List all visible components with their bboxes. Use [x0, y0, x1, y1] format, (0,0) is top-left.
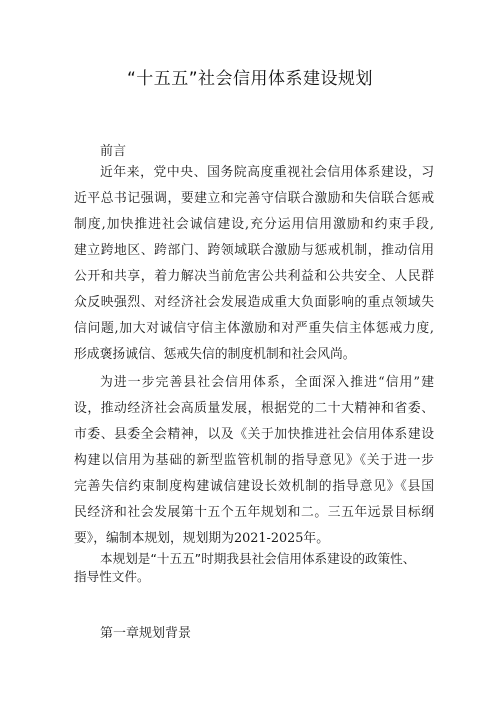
paragraph2-line: 构建以信用为基础的新型监管机制的指导意见》《关于进一步 [74, 453, 434, 468]
paragraph1-line: 近年来，党中央、国务院高度重视社会信用体系建设，习 [100, 165, 434, 180]
paragraph3-line: 指导性文件。 [74, 569, 150, 584]
chapter1-heading: 第一章规划背景 [100, 626, 192, 641]
paragraph2-line: 民经济和社会发展第十五个五年规划和二。三五年远景目标纲 [74, 505, 434, 520]
paragraph1-line: 形成褒扬诚信、惩戒失信的制度机制和社会风尚。 [74, 347, 356, 362]
paragraph1-line: 制度,加快推进社会诚信建设,充分运用信用激励和约束手段, [74, 217, 434, 232]
preface-heading: 前言 [100, 144, 127, 159]
paragraph1-line: 信问题,加大对诚信守信主体激励和对严重失信主体惩戒力度, [74, 321, 434, 336]
paragraph2-line: 为进一步完善县社会信用体系，全面深入推进“信用”建 [100, 375, 434, 390]
paragraph2-line: 市委、县委全会精神，以及《关于加快推进社会信用体系建设 [74, 427, 434, 442]
paragraph3-line: 本规划是“十五五”时期我县社会信用体系建设的政策性、 [100, 551, 416, 566]
paragraph2-line: 要》，编制本规划，规划期为2021-2025年。 [74, 531, 330, 546]
paragraph1-line: 众反映强烈、对经济社会发展造成重大负面影响的重点领域失 [74, 295, 434, 310]
paragraph1-line: 公开和共享，着力解决当前危害公共利益和公共安全、人民群 [74, 269, 434, 284]
paragraph1-line: 近平总书记强调，要建立和完善守信联合激励和失信联合惩戒 [74, 191, 434, 206]
document-title: “十五五”社会信用体系建设规划 [126, 69, 374, 89]
paragraph2-line: 完善失信约束制度构建诚信建设长效机制的指导意见》《县国 [74, 479, 434, 494]
paragraph1-line: 建立跨地区、跨部门、跨领域联合激励与惩戒机制，推动信用 [74, 243, 434, 258]
paragraph2-line: 设，推动经济社会高质量发展，根据党的二十大精神和省委、 [74, 401, 434, 416]
